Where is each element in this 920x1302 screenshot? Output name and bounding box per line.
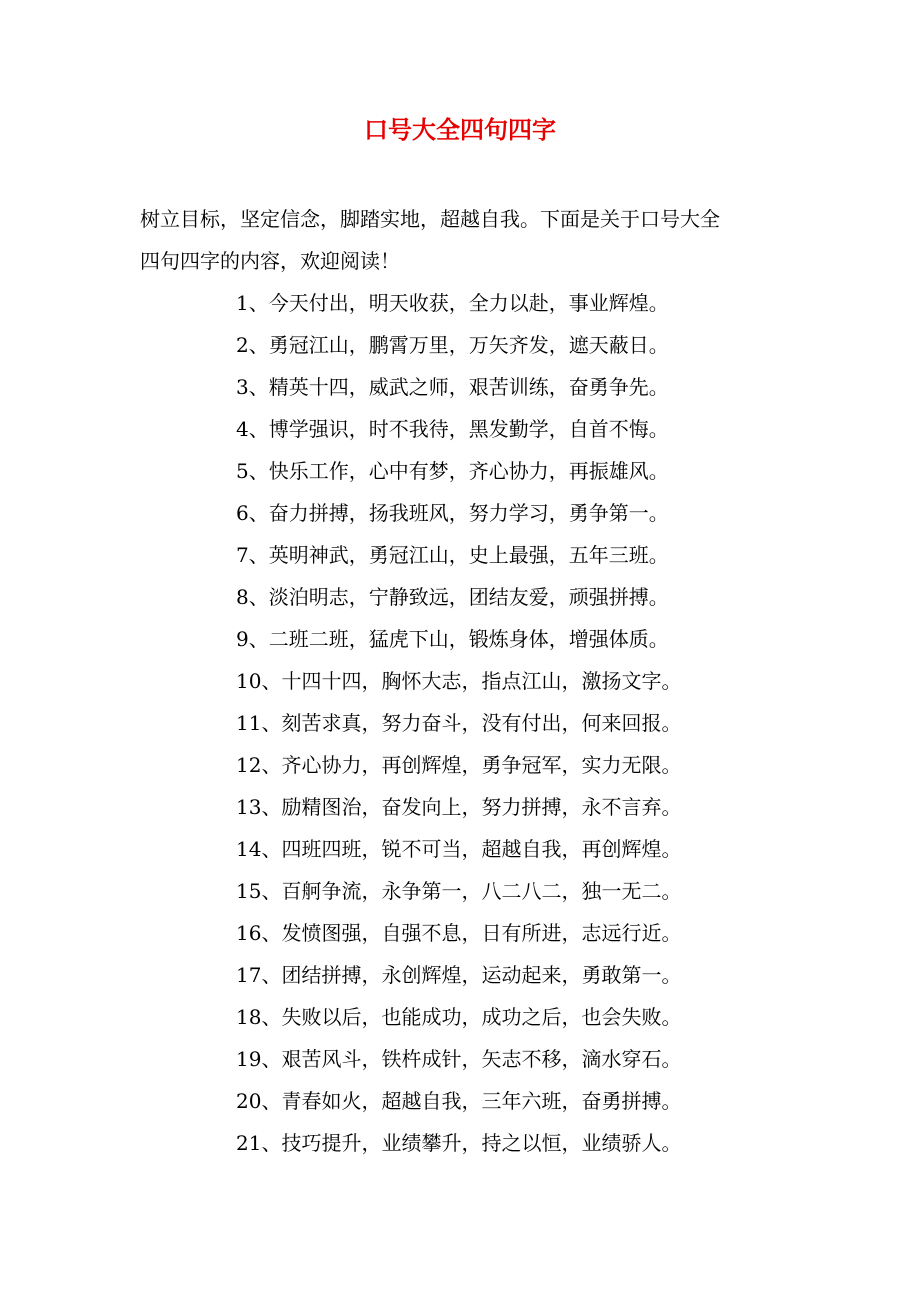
list-item: 6、奋力拼搏，扬我班风，努力学习，勇争第一。 <box>236 501 669 525</box>
list-item: 5、快乐工作，心中有梦，齐心协力，再振雄风。 <box>236 459 669 483</box>
intro-line: 树立目标，坚定信念，脚踏实地，超越自我。下面是关于口号大全 <box>140 207 720 231</box>
list-item: 15、百舸争流，永争第一，八二八二，独一无二。 <box>236 879 682 903</box>
list-item: 2、勇冠江山，鹏霄万里，万矢齐发，遮天蔽日。 <box>236 333 669 357</box>
intro-line: 四句四字的内容，欢迎阅读！ <box>140 249 400 273</box>
list-item: 7、英明神武，勇冠江山，史上最强，五年三班。 <box>236 543 669 567</box>
list-item: 3、精英十四，威武之师，艰苦训练，奋勇争先。 <box>236 375 669 399</box>
intro-paragraph <box>140 198 780 282</box>
list-item: 9、二班二班，猛虎下山，锻炼身体，增强体质。 <box>236 627 669 651</box>
list-item: 1、今天付出，明天收获，全力以赴，事业辉煌。 <box>236 291 669 315</box>
list-item: 21、技巧提升，业绩攀升，持之以恒，业绩骄人。 <box>236 1131 682 1155</box>
slogan-list <box>236 282 796 1164</box>
list-item: 17、团结拼搏，永创辉煌，运动起来，勇敢第一。 <box>236 963 682 987</box>
list-item: 10、十四十四，胸怀大志，指点江山，激扬文字。 <box>236 669 682 693</box>
list-item: 20、青春如火，超越自我，三年六班，奋勇拼搏。 <box>236 1089 682 1113</box>
list-item: 11、刻苦求真，努力奋斗，没有付出，何来回报。 <box>236 711 682 735</box>
document-title: 口号大全四句四字 <box>364 115 556 144</box>
list-item: 13、励精图治，奋发向上，努力拼搏，永不言弃。 <box>236 795 682 819</box>
list-item: 14、四班四班，锐不可当，超越自我，再创辉煌。 <box>236 837 682 861</box>
list-item: 16、发愤图强，自强不息，日有所进，志远行近。 <box>236 921 682 945</box>
list-item: 19、艰苦风斗，铁杵成针，矢志不移，滴水穿石。 <box>236 1047 682 1071</box>
list-item: 8、淡泊明志，宁静致远，团结友爱，顽强拼搏。 <box>236 585 669 609</box>
list-item: 4、博学强识，时不我待，黑发勤学，自首不悔。 <box>236 417 669 441</box>
list-item: 12、齐心协力，再创辉煌，勇争冠军，实力无限。 <box>236 753 682 777</box>
list-item: 18、失败以后，也能成功，成功之后，也会失败。 <box>236 1005 682 1029</box>
